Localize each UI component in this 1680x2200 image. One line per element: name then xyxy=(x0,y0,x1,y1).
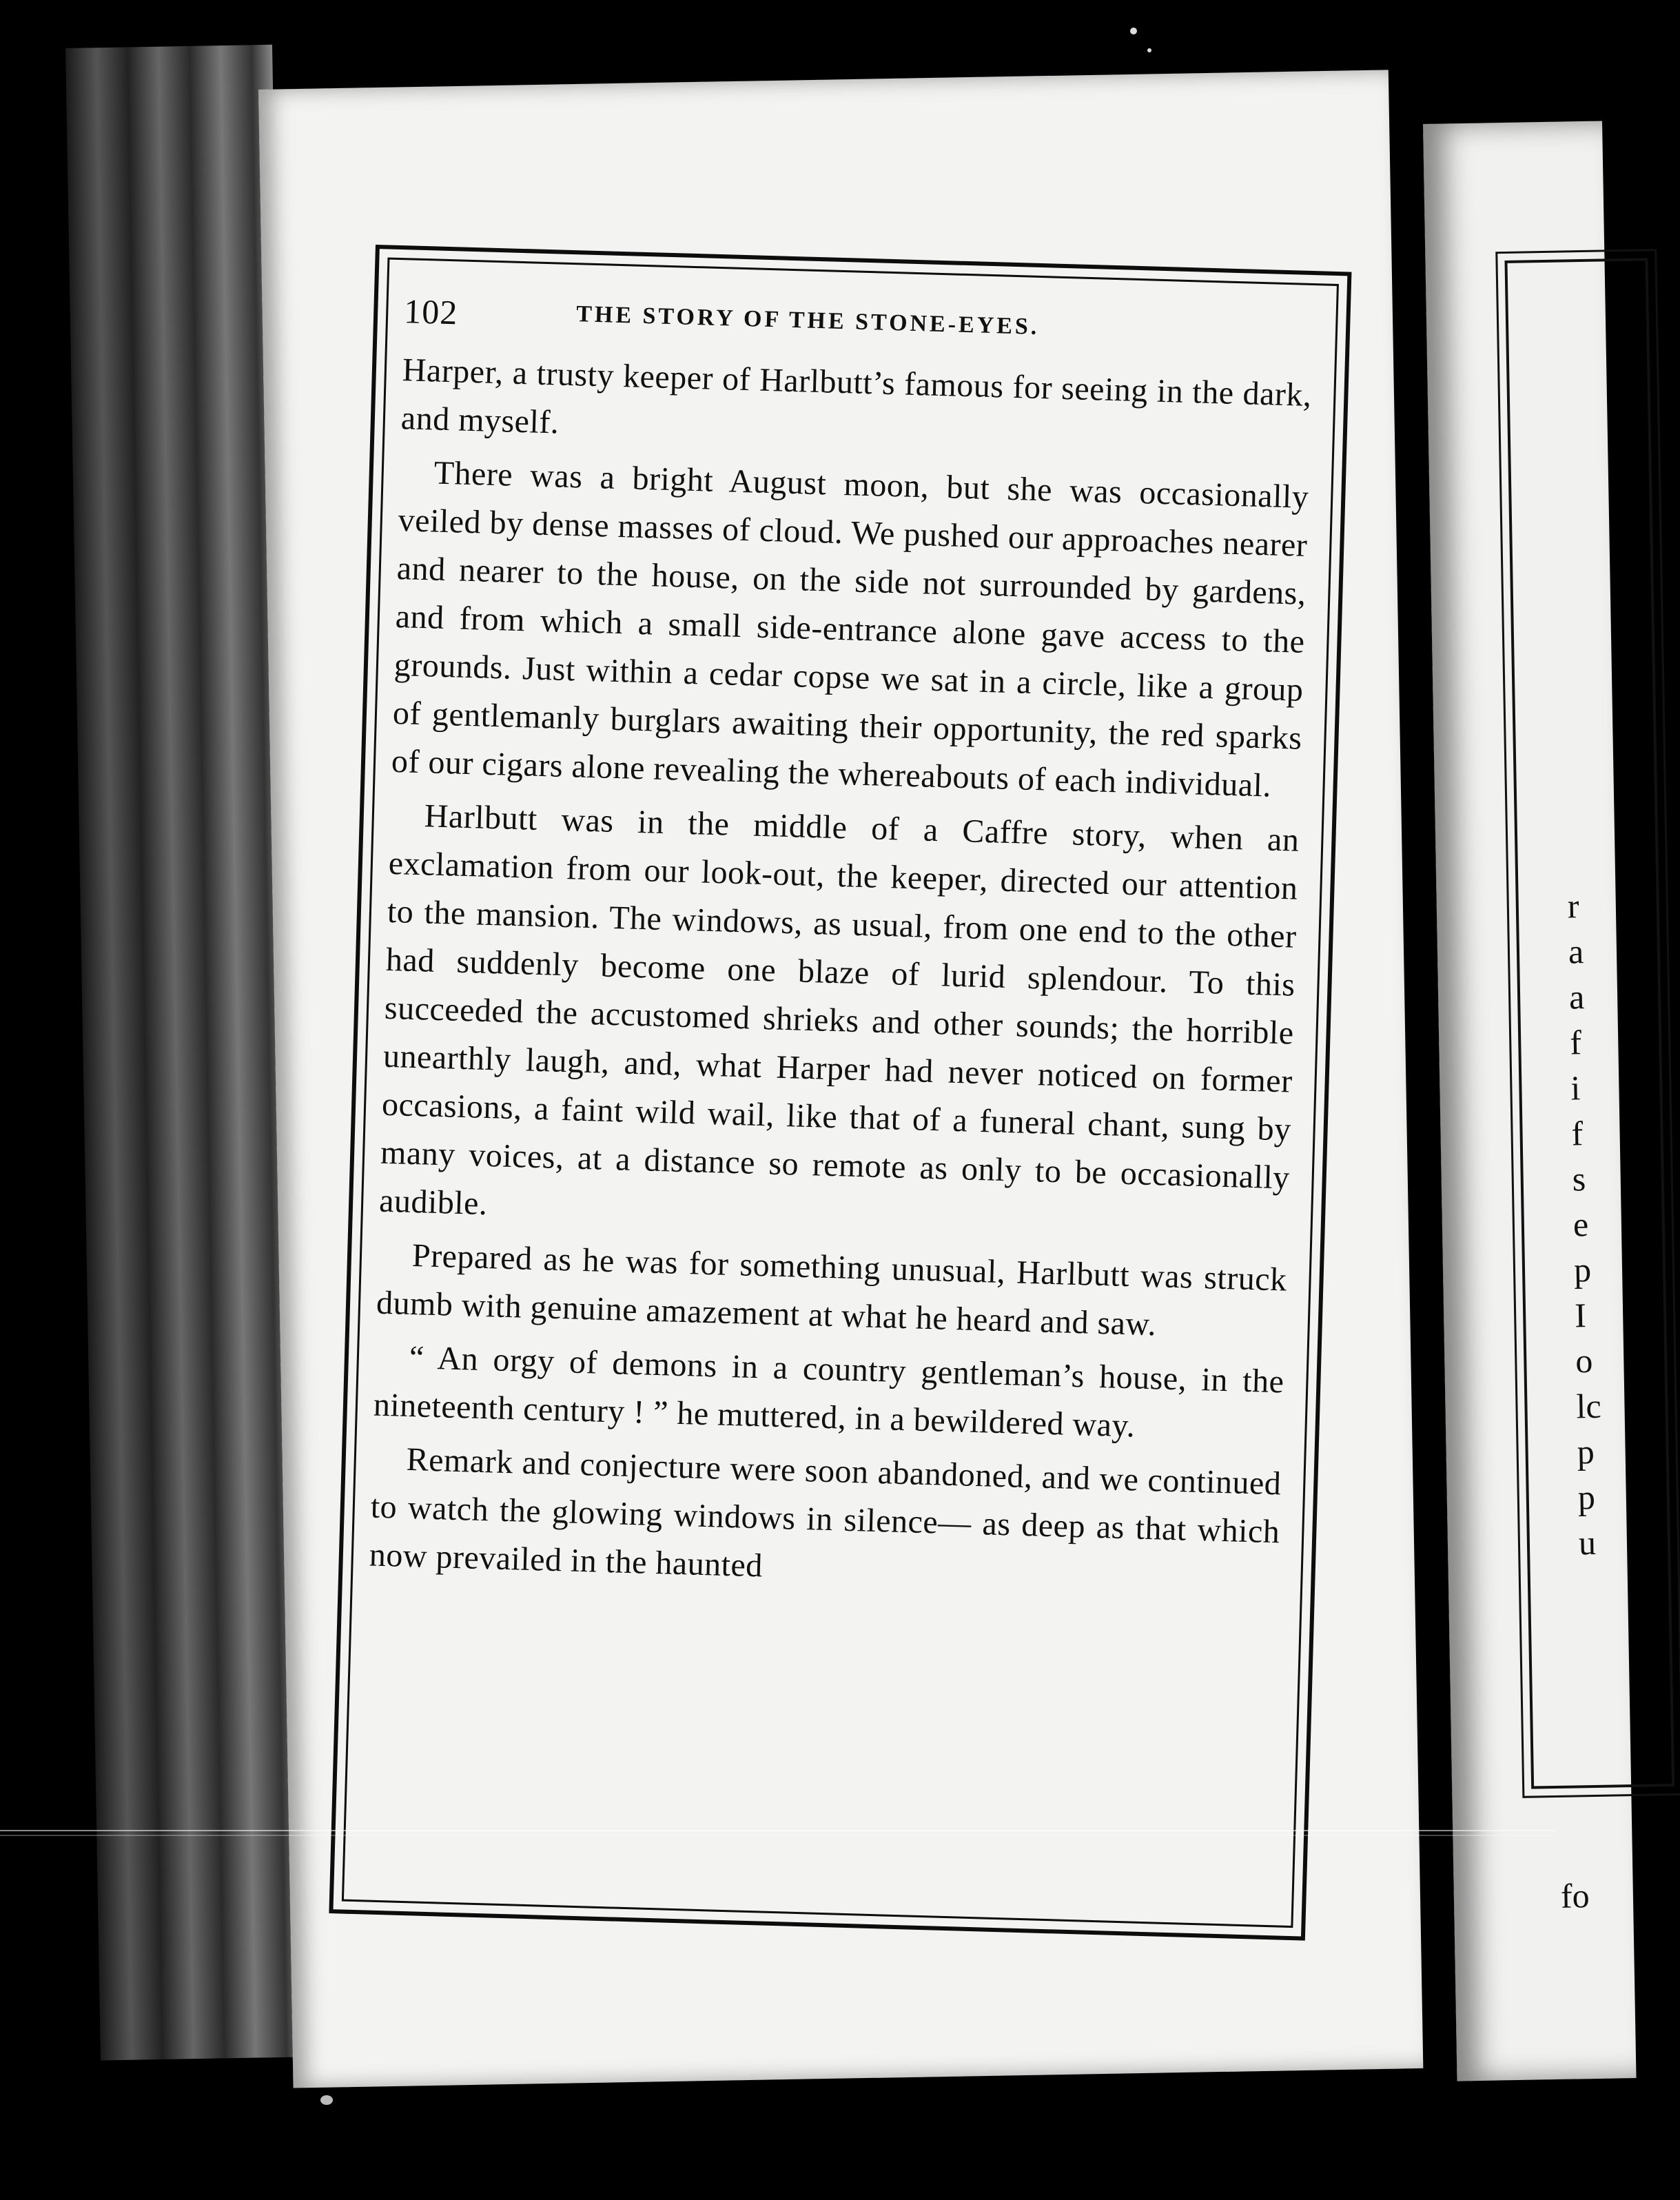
facing-page-bottom-fragment: fo xyxy=(1560,1876,1590,1915)
edge-letter: i xyxy=(1570,1068,1581,1108)
edge-letter: lc xyxy=(1576,1386,1602,1426)
edge-letter: e xyxy=(1573,1205,1589,1244)
paragraph: There was a bright August moon, but she was occasionally veiled by dense masses of cloud. We pushed our approaches nearer and nearer to the house, on the side not surrounded by gardens, and from which a small side-entrance alone gave access to the grounds. Just within a cedar copse we sat in a circle, like a group of gentlemanly burglars awaiting their opportunity, the red sparks of our cigars alone revealing the whereabouts of each individual. xyxy=(391,454,1310,804)
edge-letter: o xyxy=(1575,1341,1593,1381)
edge-letter: f xyxy=(1569,1023,1582,1062)
dust-speck xyxy=(1130,28,1137,34)
edge-letter: a xyxy=(1568,932,1584,971)
edge-letter: r xyxy=(1567,886,1579,926)
page-number: 102 xyxy=(403,292,459,332)
edge-letter: p xyxy=(1577,1477,1596,1517)
text-frame xyxy=(329,245,1351,1941)
facing-page xyxy=(1423,121,1637,2081)
edge-letter: s xyxy=(1572,1159,1586,1199)
dust-speck xyxy=(1147,48,1151,52)
paragraph: “ An orgy of demons in a country gentleman’s house, in the nineteenth century ! ” he muttered, in a bewildered way. xyxy=(373,1339,1285,1445)
edge-letter: p xyxy=(1573,1250,1592,1290)
edge-letter: a xyxy=(1568,977,1585,1017)
edge-letter: I xyxy=(1574,1296,1587,1335)
edge-letter: f xyxy=(1571,1114,1584,1153)
paragraph: Prepared as he was for something unusual, Harlbutt was struck dumb with genuine amazement at what he heard and saw. xyxy=(376,1237,1288,1343)
scan-artifact-line xyxy=(0,1835,1555,1836)
running-title: THE STORY OF THE STONE-EYES. xyxy=(575,301,1040,340)
edge-letter: p xyxy=(1577,1432,1595,1471)
dust-speck xyxy=(320,2095,333,2105)
page-content xyxy=(369,291,1314,1610)
edge-letter: u xyxy=(1578,1522,1597,1562)
paragraph: Harlbutt was in the middle of a Caffre story, when an exclamation from our look-out, the keeper, directed our attention to the mansion. The windows, as usual, from one end to the other had suddenly become one blaze of lurid splendour. To this succeeded the accustomed shrieks and other sounds; the horrible unearthly laugh, and, what Harper had never noticed on former occasions, a faint wild wail, like that of a funeral chant, sung by many voices, at a distance so remote as only to be occasionally audible. xyxy=(378,797,1300,1223)
scan-artifact-line xyxy=(0,1830,1555,1831)
paragraph: Remark and conjecture were soon abandoned, and we continued to watch the glowing windows in silence— as deep as that which now prevailed in the haunted xyxy=(369,1440,1282,1585)
paragraph: Harper, a trusty keeper of Harlbutt’s famous for seeing in the dark, and myself. xyxy=(400,352,1313,441)
